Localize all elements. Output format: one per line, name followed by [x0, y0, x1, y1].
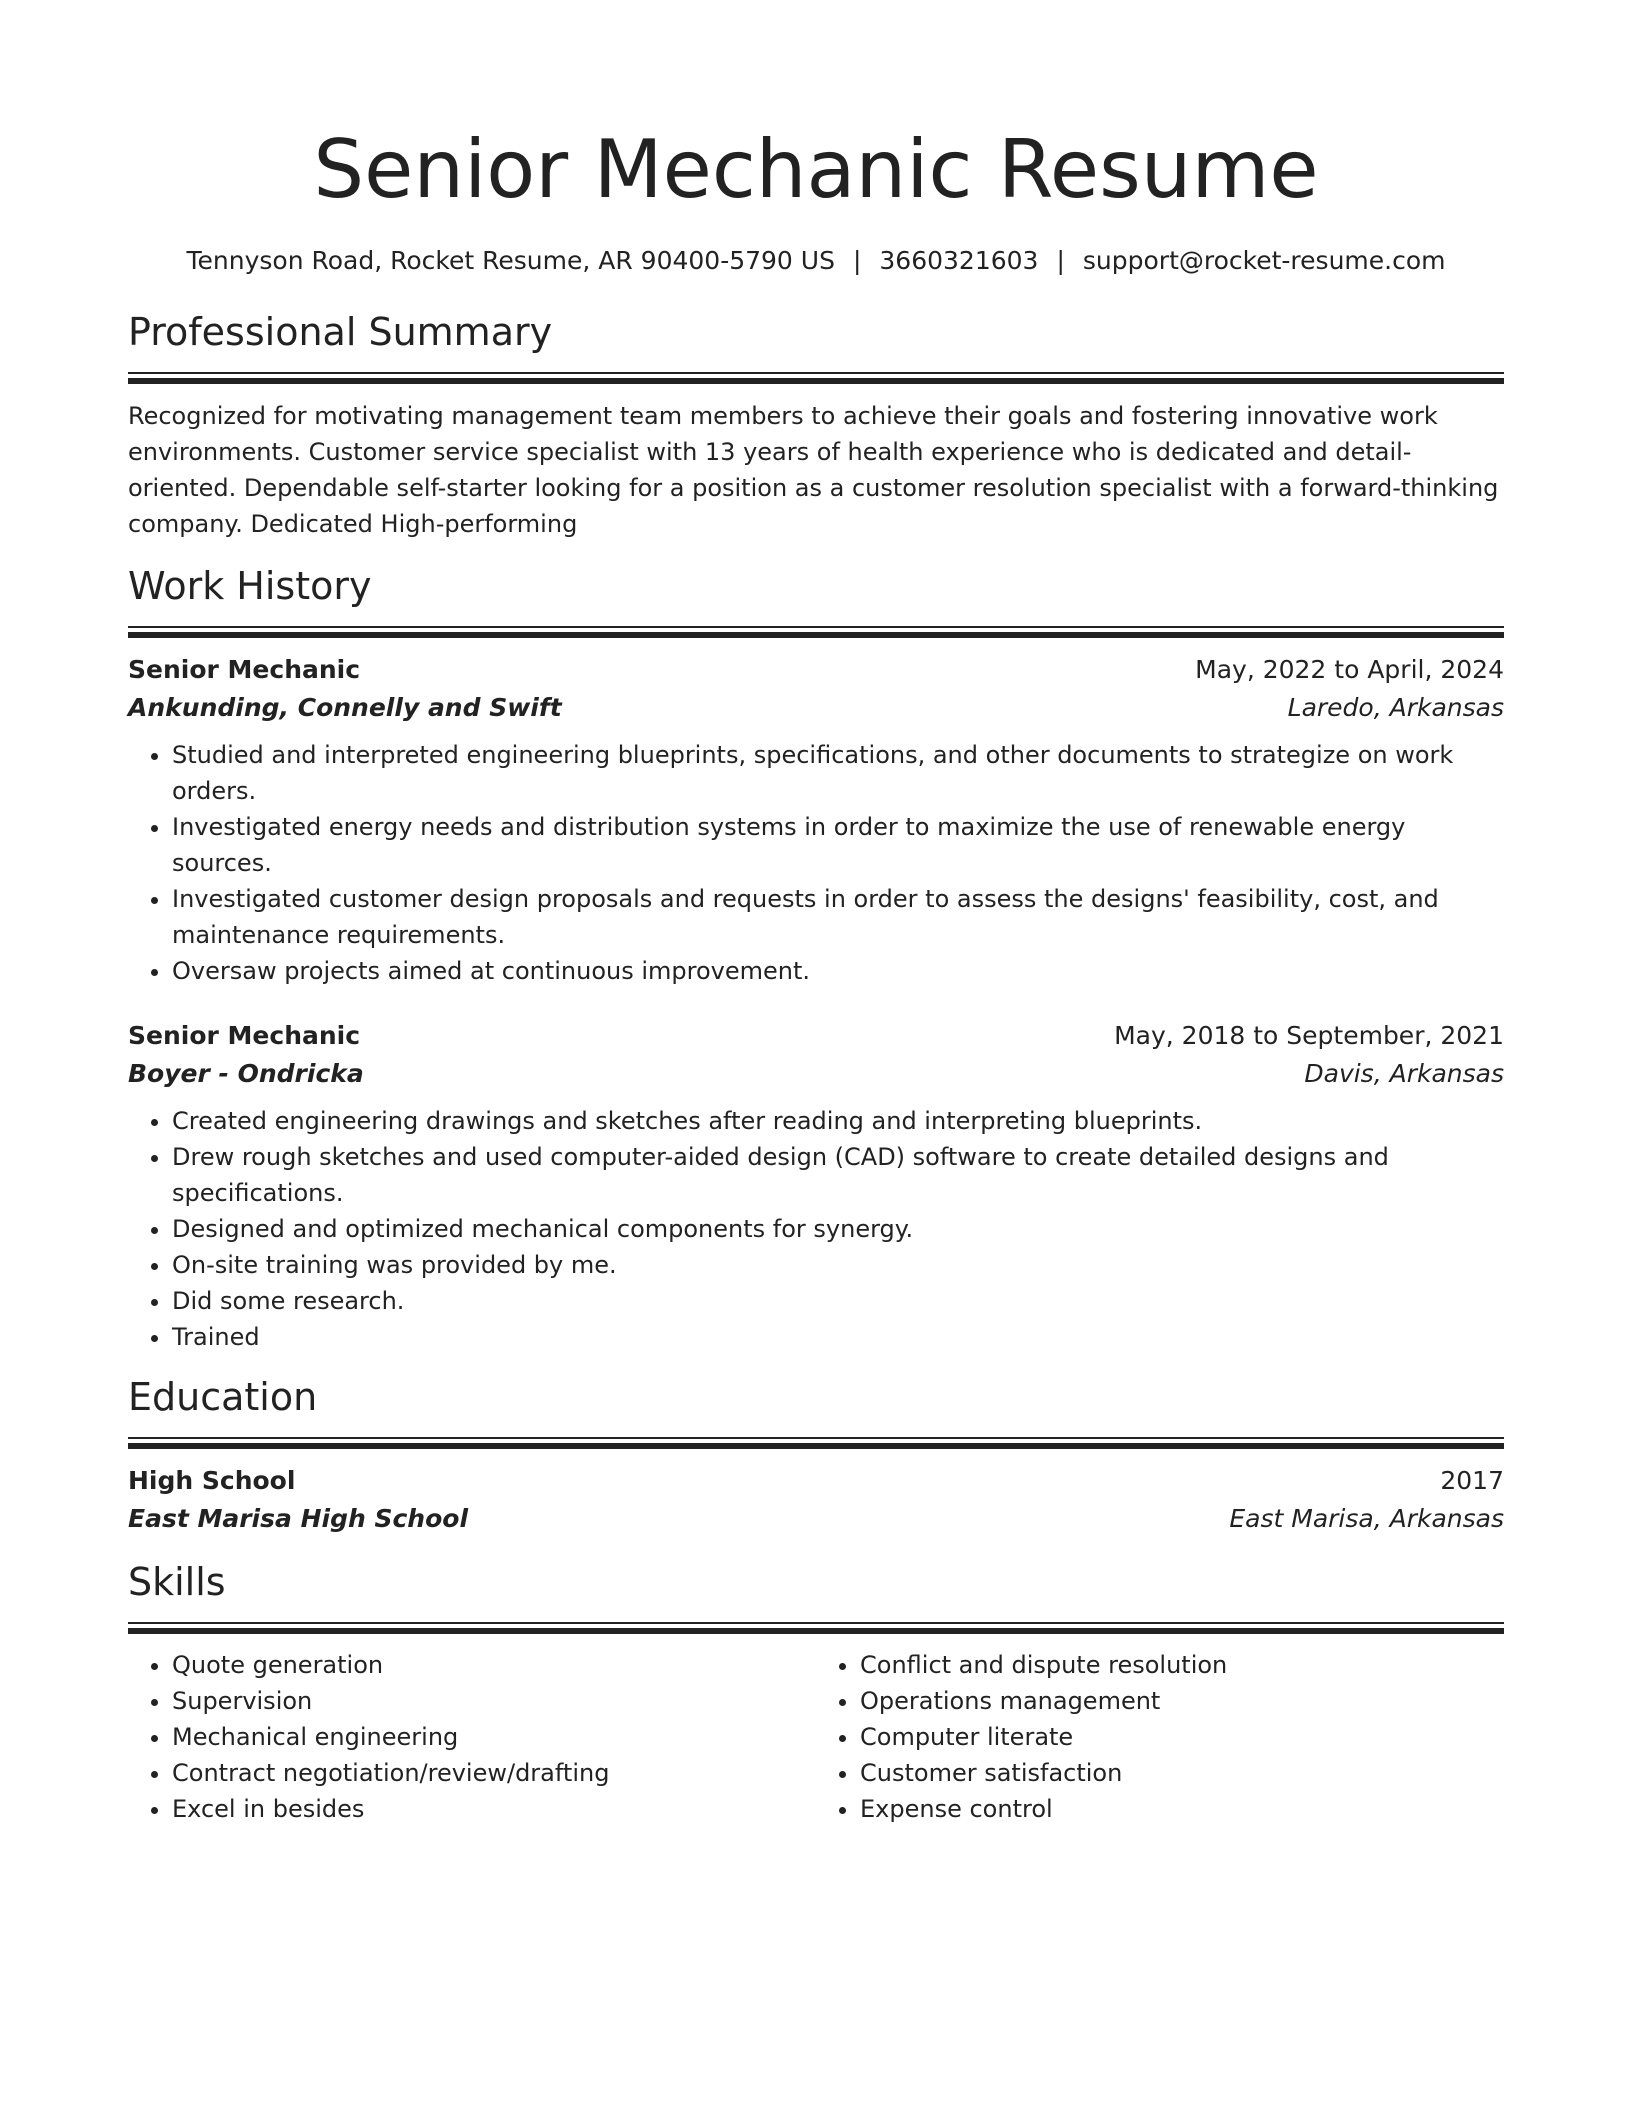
- contact-email: support@rocket-resume.com: [1082, 246, 1446, 275]
- job-company: Ankunding, Connelly and Swift: [128, 693, 562, 722]
- skill-item: • Expense control: [860, 1791, 1504, 1827]
- work-history-heading: Work History: [128, 564, 372, 608]
- job-duty: • Investigated customer design proposals and requests in order to assess the designs' feasibility, cost, and maintenance requirements.: [172, 881, 1504, 953]
- job-duty: • Drew rough sketches and used computer-aided design (CAD) software to create detailed designs and specifications.: [172, 1139, 1504, 1211]
- job-company: Boyer - Ondricka: [128, 1059, 364, 1088]
- skill-item: • Excel in besides: [172, 1791, 816, 1827]
- job-location: Davis, Arkansas: [1304, 1059, 1504, 1088]
- contact-phone: 3660321603: [879, 246, 1039, 275]
- job-duty: • Investigated energy needs and distribution systems in order to maximize the use of renewable energy sources.: [172, 809, 1504, 881]
- skills-heading: Skills: [128, 1560, 226, 1604]
- skills-grid: [128, 1647, 1504, 1827]
- education-entry: [128, 1462, 1504, 1538]
- job-duty: • Created engineering drawings and sketches after reading and interpreting blueprints.: [172, 1103, 1504, 1139]
- contact-line: [128, 244, 1504, 278]
- education-location: East Marisa, Arkansas: [1229, 1504, 1504, 1533]
- skill-item: • Operations management: [860, 1683, 1504, 1719]
- job-dates: May, 2022 to April, 2024: [1195, 655, 1504, 684]
- job-duty: • Oversaw projects aimed at continuous improvement.: [172, 953, 1504, 989]
- work-history-section: [128, 562, 1504, 1355]
- job-title: Senior Mechanic: [128, 1021, 361, 1050]
- job-duty: • Did some research.: [172, 1283, 1504, 1319]
- job-duties: [128, 737, 1504, 989]
- skill-item: • Computer literate: [860, 1719, 1504, 1755]
- section-divider: [128, 626, 1504, 637]
- job-title: Senior Mechanic: [128, 655, 361, 684]
- summary-heading: Professional Summary: [128, 310, 553, 354]
- education-year: 2017: [1440, 1466, 1504, 1495]
- section-divider: [128, 372, 1504, 383]
- education-degree: High School: [128, 1466, 296, 1495]
- skills-column-right: [816, 1647, 1504, 1827]
- job-duties: [128, 1103, 1504, 1355]
- job-duty: • On-site training was provided by me.: [172, 1247, 1504, 1283]
- skill-item: • Quote generation: [172, 1647, 816, 1683]
- education-section: [128, 1373, 1504, 1538]
- job-entry: [128, 651, 1504, 989]
- job-location: Laredo, Arkansas: [1287, 693, 1504, 722]
- education-heading: Education: [128, 1375, 318, 1419]
- summary-text: Recognized for motivating management team members to achieve their goals and fostering innovative work environments. Customer service specialist with 13 years of health experience who is dedicated and detail-oriented. Dependable self-starter looking for a position as a customer resolution specialist with a forward-thinking company. Dedicated High-performing: [128, 402, 1499, 538]
- job-duty: • Studied and interpreted engineering blueprints, specifications, and other documents to strategize on work orders.: [172, 737, 1504, 809]
- skills-section: [128, 1558, 1504, 1827]
- skill-item: • Supervision: [172, 1683, 816, 1719]
- skills-column-left: [128, 1647, 816, 1827]
- section-divider: [128, 1437, 1504, 1448]
- job-duty: • Designed and optimized mechanical components for synergy.: [172, 1211, 1504, 1247]
- section-divider: [128, 1622, 1504, 1633]
- skill-item: • Mechanical engineering: [172, 1719, 816, 1755]
- resume-title: Senior Mechanic Resume: [313, 123, 1319, 216]
- job-entry: [128, 1017, 1504, 1355]
- job-dates: May, 2018 to September, 2021: [1114, 1021, 1504, 1050]
- education-school: East Marisa High School: [128, 1504, 469, 1533]
- skill-item: • Contract negotiation/review/drafting: [172, 1755, 816, 1791]
- contact-separator: |: [852, 246, 862, 275]
- job-duty: • Trained: [172, 1319, 1504, 1355]
- skill-item: • Customer satisfaction: [860, 1755, 1504, 1791]
- contact-separator: |: [1056, 246, 1065, 275]
- skill-item: • Conflict and dispute resolution: [860, 1647, 1504, 1683]
- summary-section: [128, 308, 1504, 542]
- contact-address: Tennyson Road, Rocket Resume, AR 90400-5790 US: [186, 246, 835, 275]
